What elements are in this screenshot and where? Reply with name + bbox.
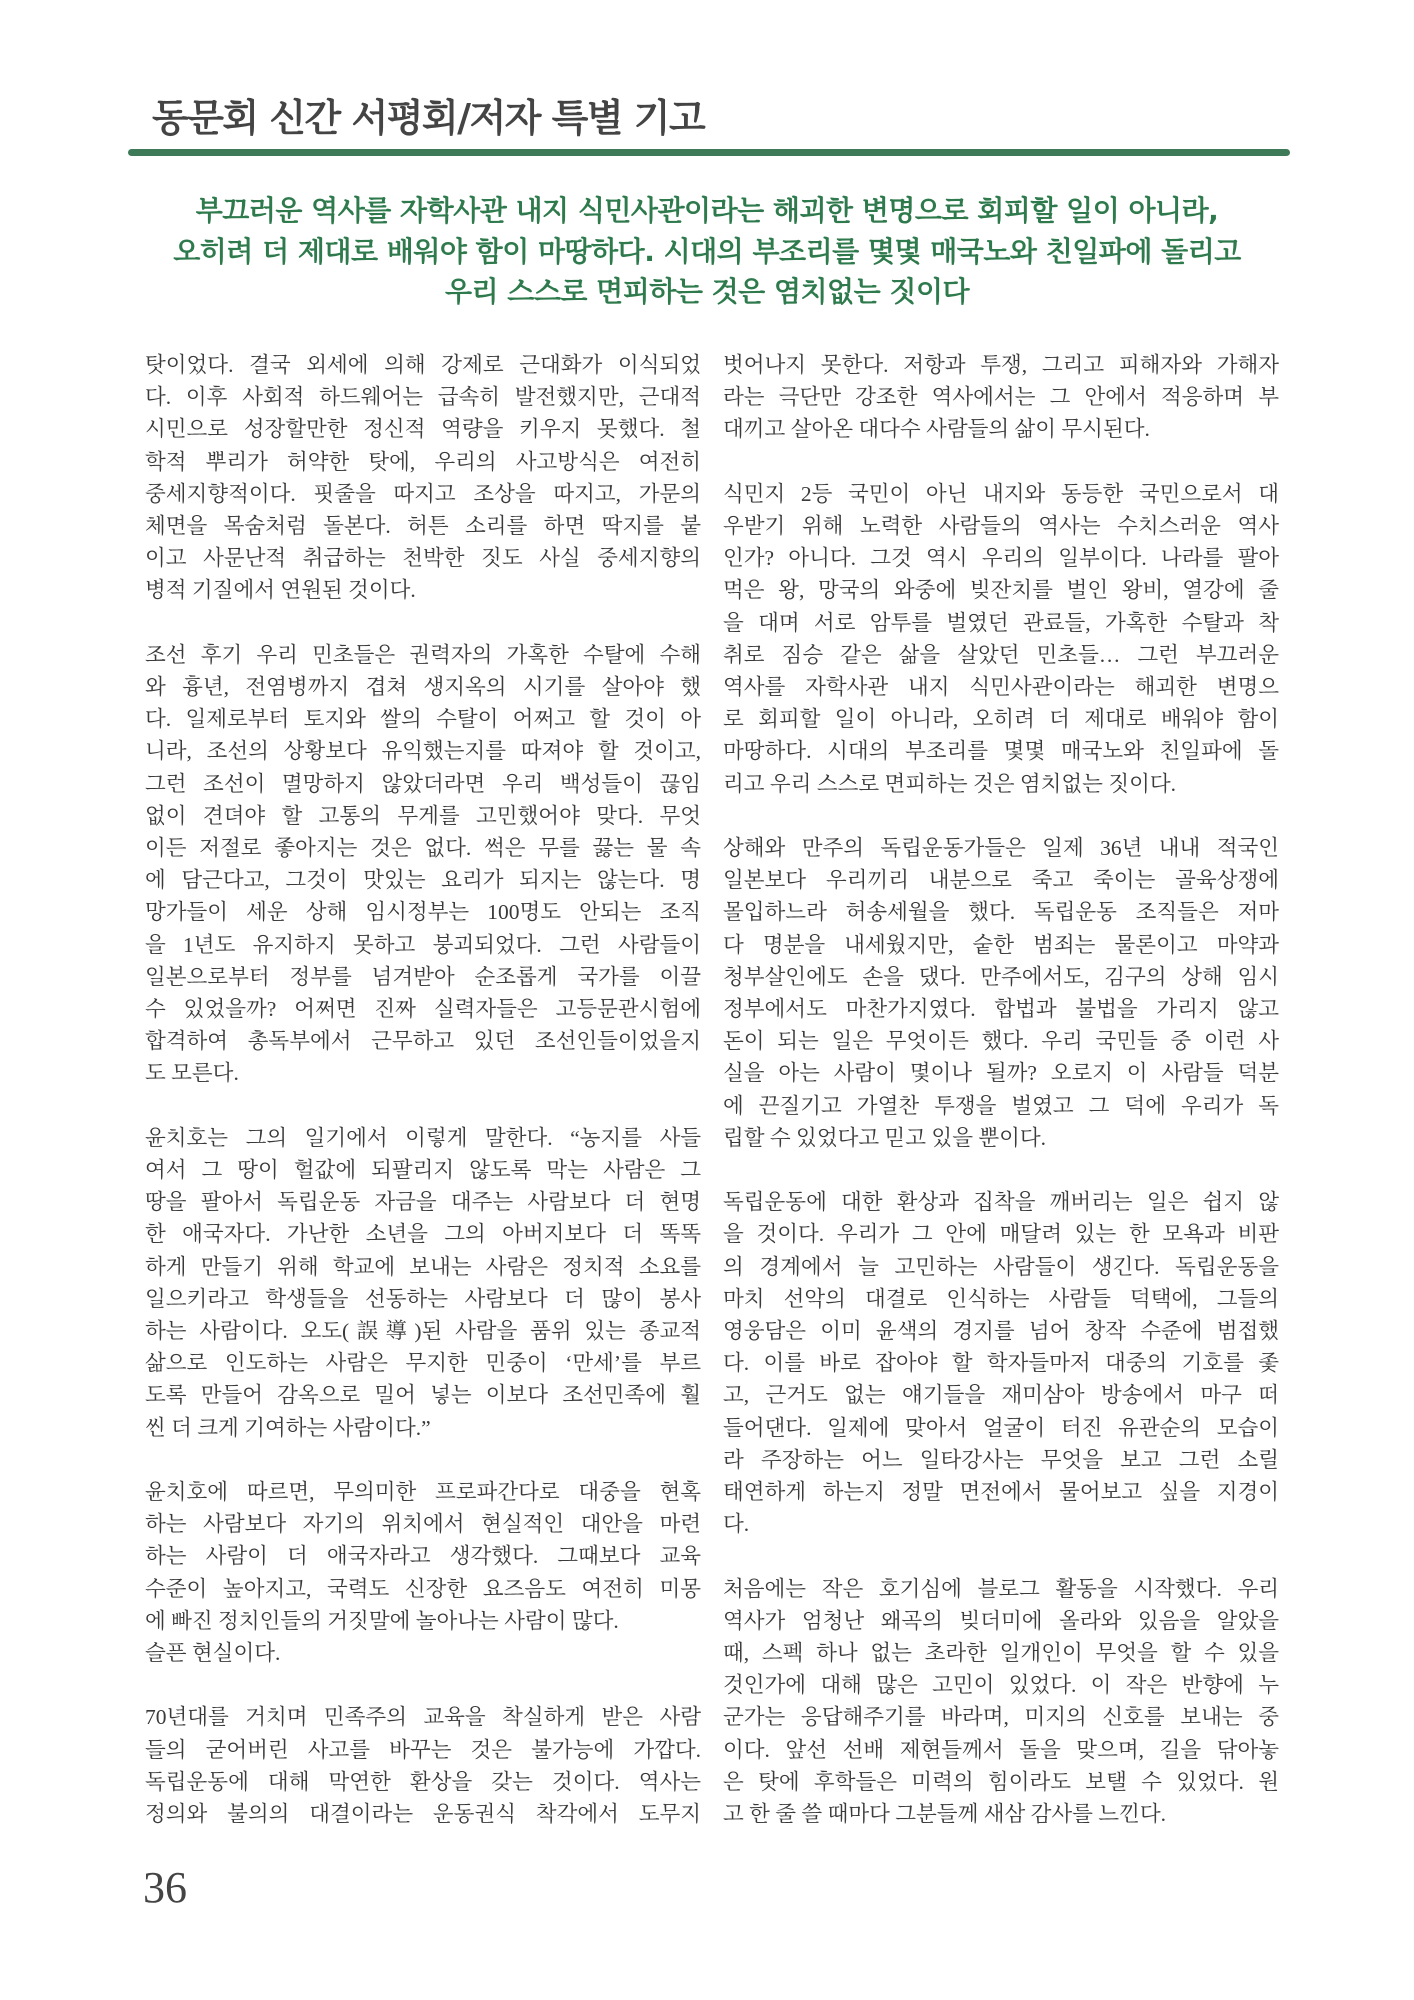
text-line: 도록 만들어 감옥으로 밀어 넣는 이보다 조선민족에 훨 [145,1383,701,1408]
text-line: 상해와 만주의 독립운동가들은 일제 36년 내내 적국인 [723,836,1279,861]
text-line: 들의 굳어버린 사고를 바꾸는 것은 불가능에 가깝다. [145,1737,701,1762]
text-line: 립할 수 있었다고 믿고 있을 뿐이다. [723,1125,1047,1150]
text-line: 시민으로 성장할만한 정신적 역량을 키우지 못했다. 철 [145,417,701,442]
text-line: 윤치호는 그의 일기에서 이렇게 말한다. “농지를 사들 [145,1125,701,1150]
text-line: 씬 더 크게 기여하는 사람이다.” [145,1415,431,1440]
text-line: 때, 스펙 하나 없는 초라한 일개인이 무엇을 할 수 있을 [723,1641,1279,1666]
text-line: 처음에는 작은 호기심에 블로그 활동을 시작했다. 우리 [723,1576,1279,1601]
text-line: 윤치호에 따르면, 무의미한 프로파간다로 대중을 현혹 [145,1480,701,1505]
text-line: 을 1년도 유지하지 못하고 붕괴되었다. 그런 사람들이 [145,932,701,957]
text-line: 학적 뿌리가 허약한 탓에, 우리의 사고방식은 여전히 [145,449,701,474]
text-line: 은 탓에 후학들은 미력의 힘이라도 보탤 수 있었다. 원 [723,1769,1279,1794]
paragraph [145,639,701,1090]
text-line: 망가들이 세운 상해 임시정부는 100명도 안되는 조직 [145,900,701,925]
header-divider [128,149,1290,156]
text-line: 역사가 엄청난 왜곡의 빚더미에 올라와 있음을 알았을 [723,1608,1279,1633]
paragraph [723,478,1279,800]
text-line: 탓이었다. 결국 외세에 의해 강제로 근대화가 이식되었 [145,353,701,377]
text-line: 일본으로부터 정부를 넘겨받아 순조롭게 국가를 이끌 [145,964,701,989]
text-line: 다. 일제로부터 토지와 쌀의 수탈이 어쩌고 할 것이 아 [145,707,701,732]
text-line: 다. 이를 바로 잡아야 할 학자들마저 대중의 기호를 좇 [723,1351,1279,1376]
text-line: 마치 선악의 대결로 인식하는 사람들 덕택에, 그들의 [723,1286,1279,1311]
text-line: 리고 우리 스스로 면피하는 것은 염치없는 짓이다. [723,771,1177,796]
text-line: 고 한 줄 쓸 때마다 그분들께 새삼 감사를 느낀다. [723,1802,1166,1827]
text-line: 취로 짐승 같은 삶을 살았던 민초들… 그런 부끄러운 [723,642,1279,667]
paragraph [723,1186,1279,1540]
text-line: 에 끈질기고 가열찬 투쟁을 벌였고 그 덕에 우리가 독 [723,1093,1279,1118]
text-line: 대끼고 살아온 대다수 사람들의 삶이 무시된다. [723,417,1150,442]
text-line: 역사를 자학사관 내지 식민사관이라는 해괴한 변명으 [723,675,1279,700]
text-line: 합격하여 총독부에서 근무하고 있던 조선인들이었을지 [145,1029,701,1054]
text-line: 에 담근다고, 그것이 맛있는 요리가 되지는 않는다. 명 [145,868,701,893]
text-line: 실을 아는 사람이 몇이나 될까? 오로지 이 사람들 덕분 [723,1061,1279,1086]
paragraph [723,1573,1279,1831]
text-line: 고, 근거도 없는 얘기들을 재미삼아 방송에서 마구 떠 [723,1383,1279,1408]
text-line: 로 회피할 일이 아니라, 오히려 더 제대로 배워야 함이 [723,707,1279,732]
text-line: 먹은 왕, 망국의 와중에 빚잔치를 벌인 왕비, 열강에 줄 [723,578,1279,603]
paragraph [723,349,1279,446]
text-line: 우받기 위해 노력한 사람들의 역사는 수치스러운 역사 [723,514,1279,538]
text-line: 이다. 앞선 선배 제현들께서 돌을 맞으며, 길을 닦아놓 [723,1737,1279,1762]
text-line: 정부에서도 마찬가지였다. 합법과 불법을 가리지 않고 [723,997,1279,1022]
text-line: 수준이 높아지고, 국력도 신장한 요즈음도 여전히 미몽 [145,1576,701,1601]
text-line: 태연하게 하는지 정말 면전에서 물어보고 싶을 지경이 [723,1480,1279,1505]
paragraph [145,1476,701,1669]
text-line: 라는 극단만 강조한 역사에서는 그 안에서 적응하며 부 [723,385,1279,410]
text-line: 군가는 응답해주기를 바라며, 미지의 신호를 보내는 중 [723,1705,1279,1730]
text-line: 돈이 되는 일은 무엇이든 했다. 우리 국민들 중 이런 사 [723,1029,1279,1054]
text-line: 다. 이후 사회적 하드웨어는 급속히 발전했지만, 근대적 [145,385,701,410]
text-line: 인가? 아니다. 그것 역시 우리의 일부이다. 나라를 팔아 [723,546,1279,571]
text-line: 이든 저절로 좋아지는 것은 없다. 썩은 무를 끓는 물 속 [145,836,701,861]
paragraph [145,1701,701,1830]
text-line: 여서 그 땅이 헐값에 되팔리지 않도록 막는 사람은 그 [145,1158,701,1183]
text-line: 한 애국자다. 가난한 소년을 그의 아버지보다 더 똑똑 [145,1222,701,1247]
text-line: 에 빠진 정치인들의 거짓말에 놀아나는 사람이 많다. [145,1608,619,1633]
text-line: 벗어나지 못한다. 저항과 투쟁, 그리고 피해자와 가해자 [723,353,1279,377]
text-line: 병적 기질에서 연원된 것이다. [145,578,416,603]
text-line: 와 흉년, 전염병까지 겹쳐 생지옥의 시기를 살아야 했 [145,675,701,700]
text-line: 니라, 조선의 상황보다 유익했는지를 따져야 할 것이고, [145,739,701,764]
paragraph [145,349,701,607]
text-line: 삶으로 인도하는 사람은 무지한 민중이 ‘만세’를 부르 [145,1351,701,1376]
pull-quote-line: 오히려 더 제대로 배워야 함이 마땅하다. 시대의 부조리를 몇몇 매국노와 친일파에 돌리고 [173,234,1241,268]
text-line: 이고 사문난적 취급하는 천박한 짓도 사실 중세지향의 [145,546,701,571]
text-line: 몰입하느라 허송세월을 했다. 독립운동 조직들은 저마 [723,900,1279,925]
text-line: 중세지향적이다. 핏줄을 따지고 조상을 따지고, 가문의 [145,481,701,506]
text-column-left [145,349,701,1830]
text-line: 들어댄다. 일제에 맞아서 얼굴이 터진 유관순의 모습이 [723,1415,1279,1440]
text-line: 70년대를 거치며 민족주의 교육을 착실하게 받은 사람 [145,1705,701,1730]
section-title: 동문회 신간 서평회/저자 특별 기고 [152,96,705,140]
text-line: 마땅하다. 시대의 부조리를 몇몇 매국노와 친일파에 돌 [723,739,1279,764]
text-line: 하는 사람이 더 애국자라고 생각했다. 그때보다 교육 [145,1544,701,1569]
text-line: 체면을 목숨처럼 돌본다. 허튼 소리를 하면 딱지를 붙 [145,514,701,539]
text-line: 도 모른다. [145,1061,239,1086]
pull-quote-line: 우리 스스로 면피하는 것은 염치없는 짓이다 [444,275,970,308]
text-line: 일으키라고 학생들을 선동하는 사람보다 더 많이 봉사 [145,1286,701,1311]
paragraph [723,832,1279,1154]
pull-quote [0,191,1414,313]
text-line: 식민지 2등 국민이 아닌 내지와 동등한 국민으로서 대 [723,481,1279,506]
text-line: 하게 만들기 위해 학교에 보내는 사람은 정치적 소요를 [145,1254,701,1279]
text-line: 조선 후기 우리 민초들은 권력자의 가혹한 수탈에 수해 [145,642,701,667]
text-line: 슬픈 현실이다. [145,1641,281,1666]
text-line: 것인가에 대해 많은 고민이 있었다. 이 작은 반향에 누 [723,1673,1279,1698]
text-line: 땅을 팔아서 독립운동 자금을 대주는 사람보다 더 현명 [145,1190,701,1215]
text-line: 그런 조선이 멸망하지 않았더라면 우리 백성들이 끊임 [145,771,701,796]
text-line: 의 경계에서 늘 고민하는 사람들이 생긴다. 독립운동을 [723,1254,1279,1279]
text-line: 을 대며 서로 암투를 벌였던 관료들, 가혹한 수탈과 착 [723,610,1279,635]
text-line: 일본보다 우리끼리 내분으로 죽고 죽이는 골육상쟁에 [723,868,1279,893]
paragraph [145,1122,701,1444]
text-line: 을 것이다. 우리가 그 안에 매달려 있는 한 모욕과 비판 [723,1222,1279,1247]
text-line: 독립운동에 대한 환상과 집착을 깨버리는 일은 쉽지 않 [723,1190,1279,1215]
text-line: 없이 견뎌야 할 고통의 무게를 고민했어야 맞다. 무엇 [145,803,701,828]
text-line: 하는 사람이다. 오도(誤導)된 사람을 품위 있는 종교적 [145,1319,701,1344]
text-line: 수 있었을까? 어쩌면 진짜 실력자들은 고등문관시험에 [145,997,701,1022]
text-line: 청부살인에도 손을 댔다. 만주에서도, 김구의 상해 임시 [723,964,1279,989]
pull-quote-line: 부끄러운 역사를 자학사관 내지 식민사관이라는 해괴한 변명으로 회피할 일이 아니라, [195,194,1219,227]
text-line: 다. [723,1512,750,1537]
text-column-right [723,349,1279,1830]
text-line: 라 주장하는 어느 일타강사는 무엇을 보고 그런 소릴 [723,1447,1279,1472]
text-line: 다 명분을 내세웠지만, 숱한 범죄는 물론이고 마약과 [723,932,1279,957]
text-line: 정의와 불의의 대결이라는 운동권식 착각에서 도무지 [145,1802,701,1827]
page-number: 36 [143,1863,187,1912]
text-line: 영웅담은 이미 윤색의 경지를 넘어 창작 수준에 범접했 [723,1319,1279,1344]
text-line: 독립운동에 대해 막연한 환상을 갖는 것이다. 역사는 [145,1769,701,1794]
text-line: 하는 사람보다 자기의 위치에서 현실적인 대안을 마련 [145,1512,701,1537]
